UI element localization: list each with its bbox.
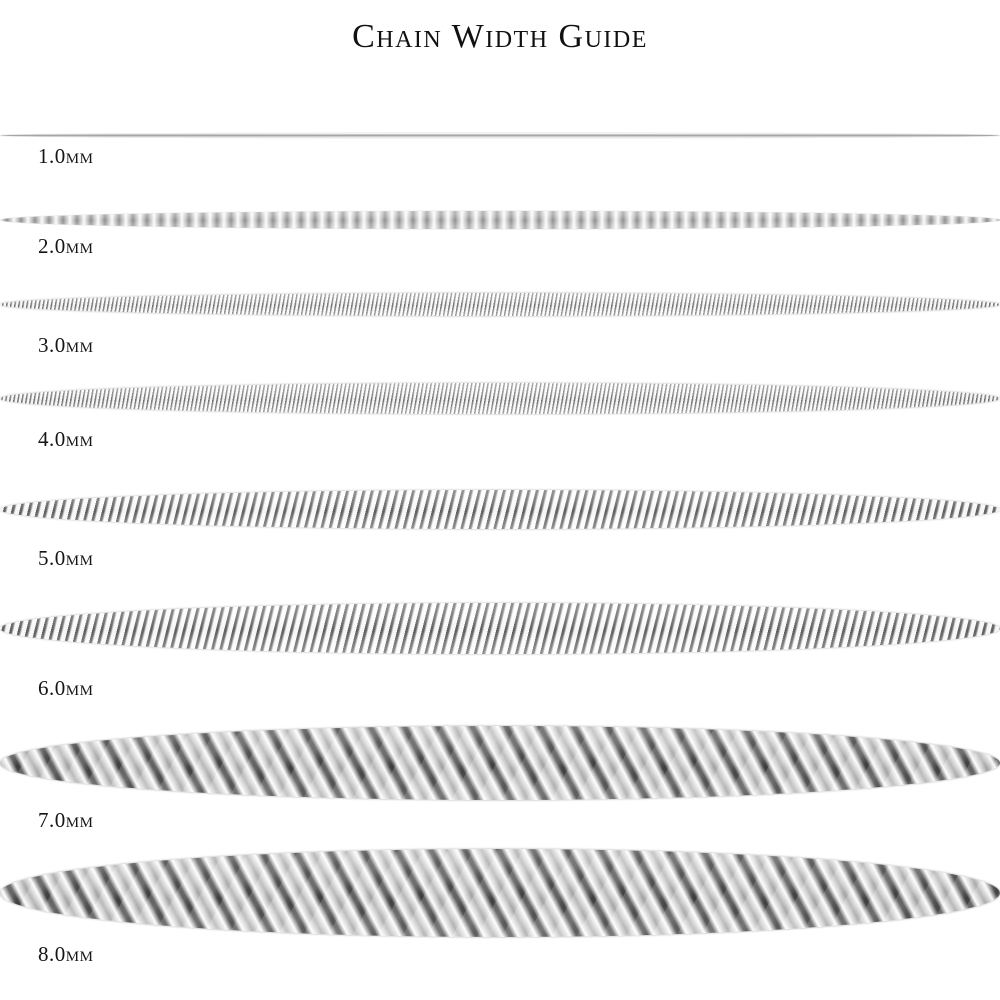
chain-swatch-5.0mm: [0, 485, 1000, 535]
chain-width-label: 5.0mm: [38, 546, 94, 570]
chain-width-label: 3.0mm: [38, 333, 94, 357]
chain-strand-icon: [0, 490, 1000, 529]
page-title: Chain Width Guide: [352, 18, 648, 55]
chain-swatch-3.0mm: [0, 288, 1000, 322]
chain-swatch-1.0mm: [0, 126, 1000, 148]
chain-strand-icon: [0, 726, 1000, 800]
chain-width-label: 4.0mm: [38, 427, 94, 451]
chain-swatch-6.0mm: [0, 598, 1000, 660]
chain-swatch-7.0mm: [0, 722, 1000, 804]
chain-width-label: 8.0mm: [38, 942, 94, 966]
chain-width-label: 7.0mm: [38, 808, 94, 832]
chain-width-label: 1.0mm: [38, 144, 94, 168]
chain-strand-icon: [0, 383, 1000, 414]
chain-width-label: 2.0mm: [38, 234, 94, 258]
chain-swatch-8.0mm: [0, 845, 1000, 941]
chain-strand-icon: [0, 849, 1000, 937]
chain-swatch-4.0mm: [0, 378, 1000, 420]
chain-width-label: 6.0mm: [38, 676, 94, 700]
chain-strand-icon: [0, 603, 1000, 654]
chain-swatch-2.0mm: [0, 205, 1000, 235]
chain-strand-icon: [0, 293, 1000, 316]
chain-strand-icon: [0, 211, 1000, 229]
chain-strand-icon: [0, 133, 1000, 138]
